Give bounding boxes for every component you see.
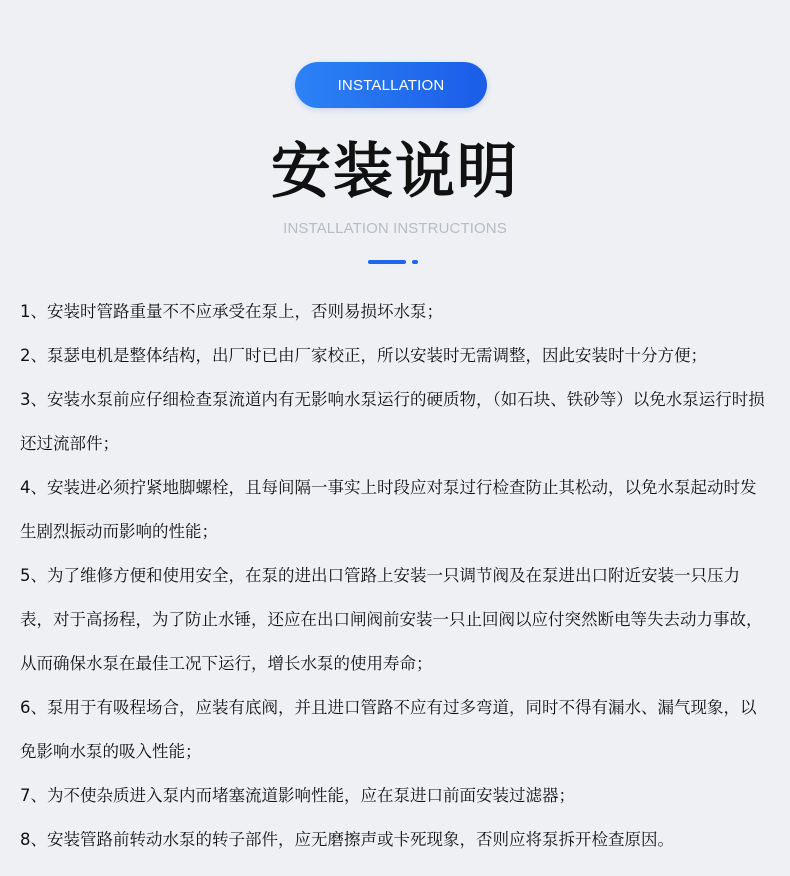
instruction-item: 1、安装时管路重量不不应承受在泵上，否则易损坏水泵；	[20, 302, 443, 321]
installation-badge	[295, 62, 487, 108]
instructions-list	[20, 290, 772, 862]
page-subtitle: INSTALLATION INSTRUCTIONS	[283, 220, 507, 237]
instruction-item: 5、为了维修方便和使用安全，在泵的进出口管路上安装一只调节阀及在泵进出口附近安装一只压力表，对于高扬程，为了防止水锤，还应在出口闸阀前安装一只止回阀以应付突然断电等失去动力事故，从而确保水泵在最佳工况下运行，增长水泵的使用寿命；	[20, 566, 763, 673]
instruction-item: 6、泵用于有吸程场合，应装有底阀，并且进口管路不应有过多弯道，同时不得有漏水、漏气现象，以免影响水泵的吸入性能；	[20, 698, 757, 761]
page-title: 安装说明	[271, 137, 519, 207]
instruction-item: 4、安装进必须拧紧地脚螺栓，且每间隔一事实上时段应对泵过行检查防止其松动，以免水泵起动时发生剧烈振动而影响的性能；	[20, 478, 757, 541]
divider-dot	[412, 260, 418, 264]
instruction-item: 2、泵瑟电机是整体结构，出厂时已由厂家校正，所以安装时无需调整，因此安装时十分方便；	[20, 346, 707, 365]
title-divider	[368, 260, 428, 264]
instruction-item: 7、为不使杂质进入泵内而堵塞流道影响性能，应在泵进口前面安装过滤器；	[20, 786, 575, 805]
divider-line	[368, 260, 406, 264]
instruction-item: 8、安装管路前转动水泵的转子部件，应无磨擦声或卡死现象，否则应将泵拆开检查原因。	[20, 830, 674, 849]
installation-badge-label: INSTALLATION	[337, 76, 445, 94]
instruction-item: 3、安装水泵前应仔细检查泵流道内有无影响水泵运行的硬质物，（如石块、铁砂等）以免水泵运行时损还过流部件；	[20, 390, 765, 453]
